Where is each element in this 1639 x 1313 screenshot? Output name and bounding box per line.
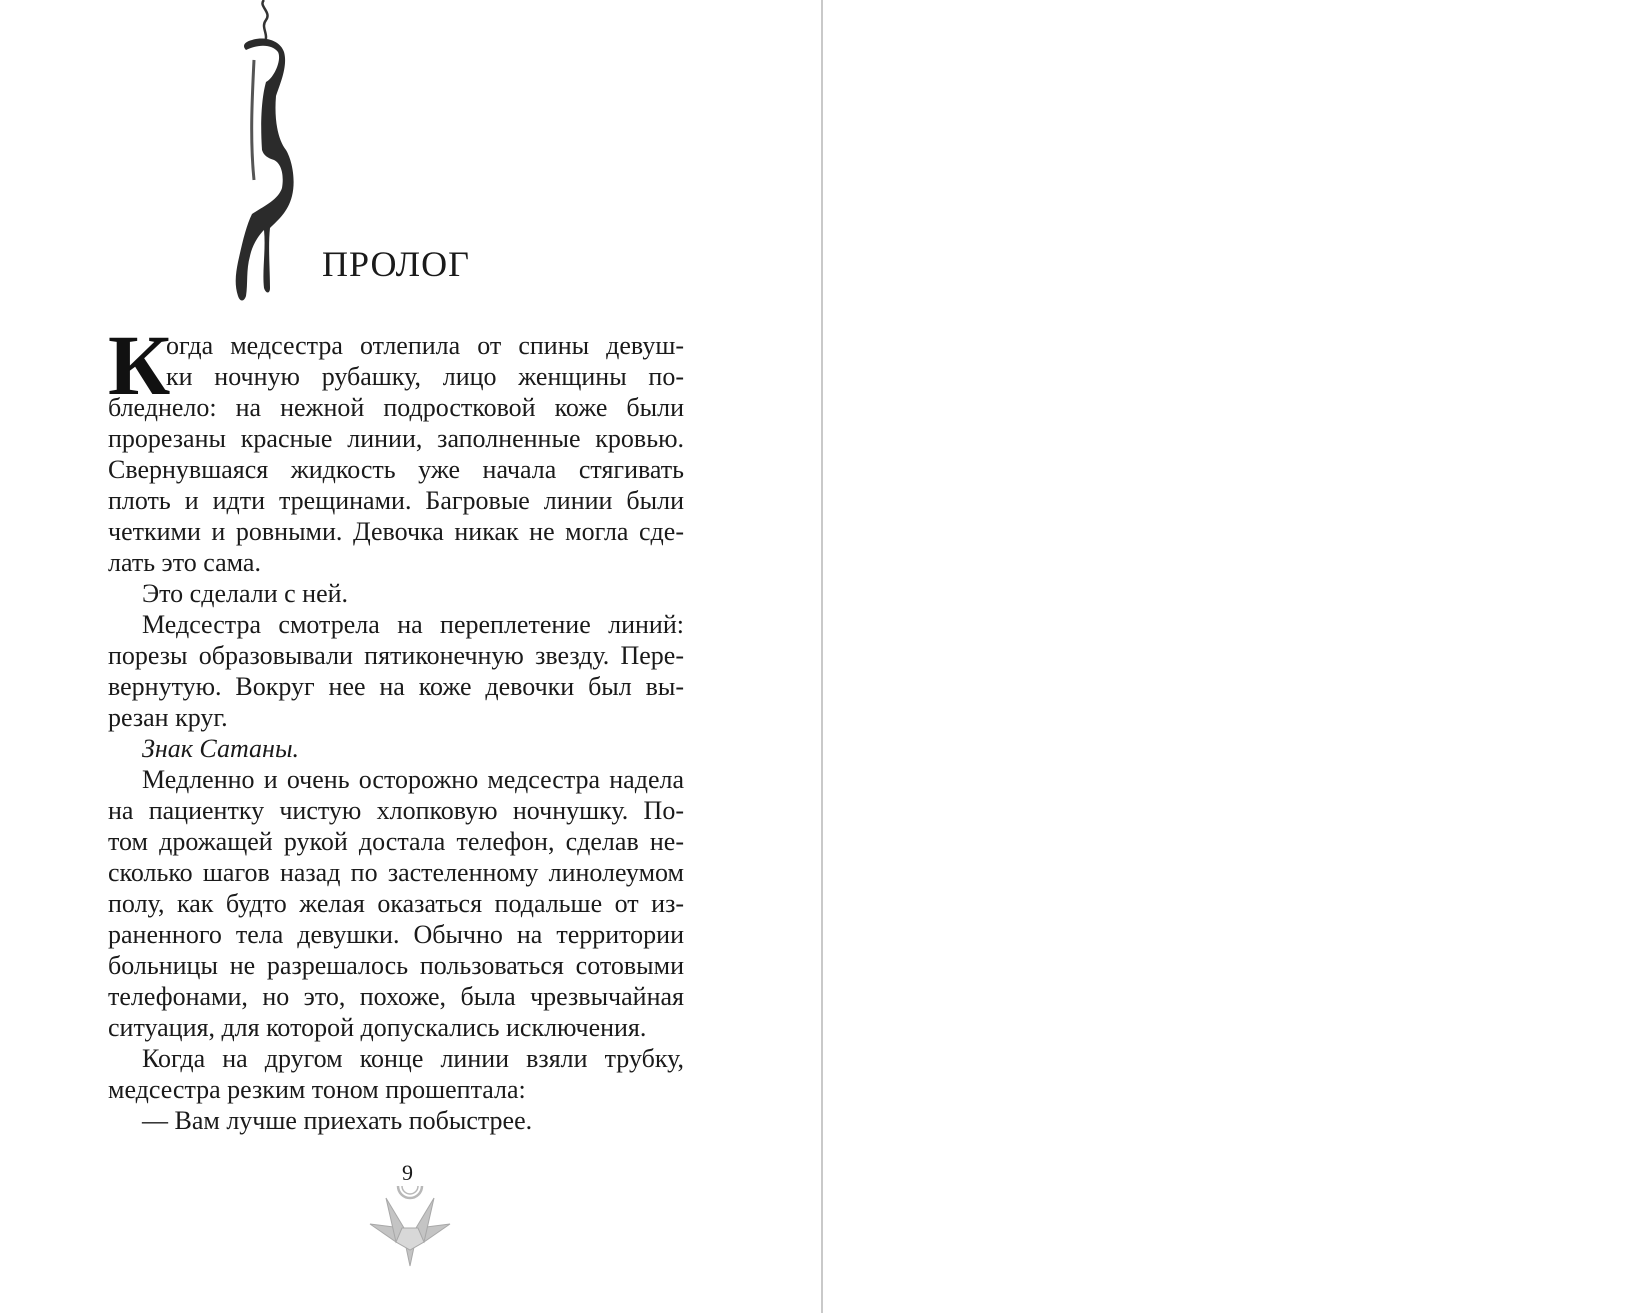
chapter-title: ПРОЛОГ [322, 244, 470, 284]
right-page-blank [823, 0, 1639, 1313]
telephone-handset-icon [228, 0, 298, 320]
text-line: резан круг. [108, 703, 228, 732]
text-line: — Вам лучше приехать побыстрее. [142, 1106, 533, 1135]
text-line: порезы образовывали пятиконечную звезду. Пере- [108, 641, 684, 670]
text-line: Это сделали с ней. [142, 579, 349, 608]
text-line: прорезаны красные линии, заполненные кровью. [108, 424, 684, 453]
text-line: огда медсестра отлепила от спины девуш- [166, 331, 684, 360]
text-line-italic: Знак Сатаны. [142, 734, 300, 763]
text-line: лать это сама. [108, 548, 261, 577]
inverted-pentagram-icon [366, 1184, 454, 1268]
text-line: вернутую. Вокруг нее на коже девочки был вы- [108, 672, 684, 701]
text-line: Медленно и очень осторожно медсестра надела [142, 765, 684, 794]
text-line: плоть и идти трещинами. Багровые линии были [108, 486, 684, 515]
text-line: полу, как будто желая оказаться подальше от из- [108, 889, 684, 918]
text-line: медсестра резким тоном прошептала: [108, 1075, 526, 1104]
text-line: сколько шагов назад по застеленному линолеумом [108, 858, 684, 887]
text-line: Медсестра смотрела на переплетение линий: [142, 610, 684, 639]
chapter-body [108, 317, 684, 1136]
drop-cap: К [108, 317, 171, 413]
text-line: телефонами, но это, похоже, была чрезвычайная [108, 982, 684, 1011]
text-line: том дрожащей рукой достала телефон, сделав не- [108, 827, 684, 856]
text-line: ки ночную рубашку, лицо женщины по- [166, 362, 684, 391]
text-line: больницы не разрешалось пользоваться сотовыми [108, 951, 684, 980]
page-number: 9 [402, 1160, 413, 1185]
text-line: ситуация, для которой допускались исключения. [108, 1013, 647, 1042]
text-line: раненного тела девушки. Обычно на территории [108, 920, 684, 949]
text-line: на пациентку чистую хлопковую ночнушку. По- [108, 796, 684, 825]
text-line: Свернувшаяся жидкость уже начала стягивать [108, 455, 684, 484]
text-line: бледнело: на нежной подростковой коже были [108, 393, 684, 422]
text-line: Когда на другом конце линии взяли трубку, [142, 1044, 684, 1073]
text-line: четкими и ровными. Девочка никак не могла сде- [108, 517, 684, 546]
